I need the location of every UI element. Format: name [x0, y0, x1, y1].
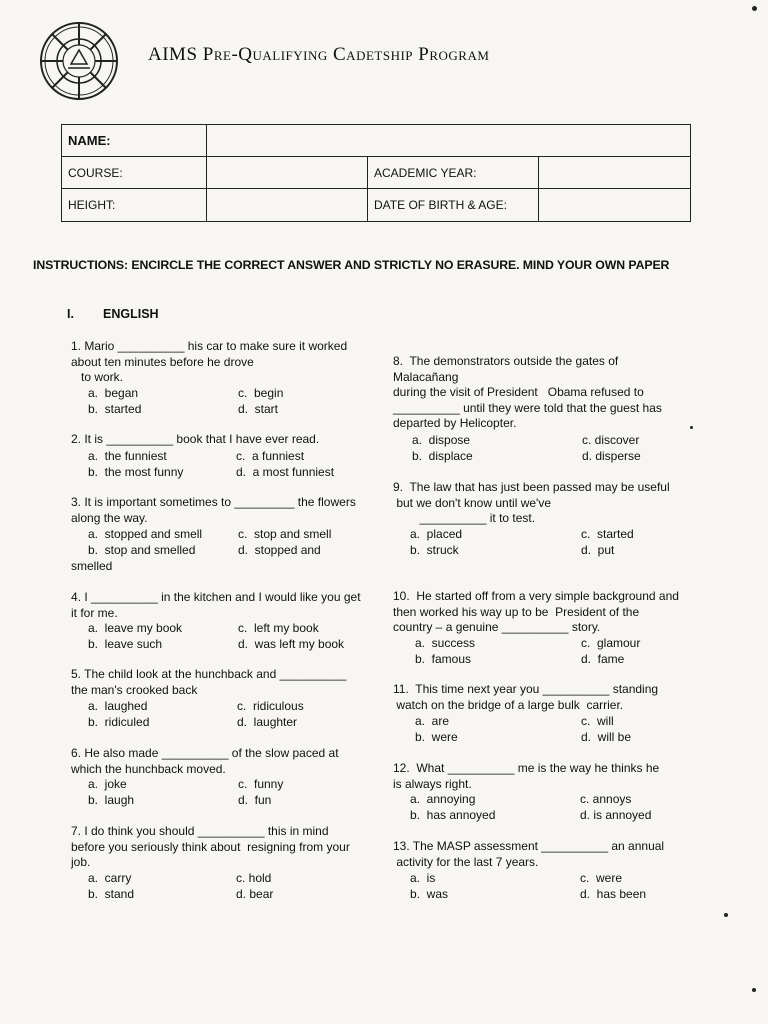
student-info-form: [61, 124, 691, 222]
question-8-option-c[interactable]: c. discover: [582, 433, 640, 447]
question-6-option-d[interactable]: d. fun: [238, 793, 272, 807]
scan-speck: [724, 913, 728, 917]
question-8-option-a[interactable]: a. dispose: [412, 433, 471, 447]
question-10-option-a[interactable]: a. success: [415, 636, 476, 650]
question-2-option-b[interactable]: b. the most funny: [88, 465, 184, 479]
question-line: watch on the bridge of a large bulk carrier.: [393, 697, 624, 712]
name-field[interactable]: [207, 125, 691, 157]
question-13-stem: [393, 839, 693, 870]
question-line: job.: [71, 855, 91, 870]
question-line: it for me.: [71, 605, 118, 620]
question-6-option-a[interactable]: a. joke: [88, 777, 127, 791]
question-7-stem: [71, 824, 371, 871]
question-12-option-b[interactable]: b. has annoyed: [410, 808, 496, 822]
question-line: 13. The MASP assessment __________ an annual: [393, 839, 665, 853]
question-3-option-b[interactable]: b. stop and smelled: [88, 543, 196, 557]
question-7-option-a[interactable]: a. carry: [88, 871, 132, 885]
question-2-option-a[interactable]: a. the funniest: [88, 449, 167, 463]
question-8-option-d[interactable]: d. disperse: [582, 449, 641, 463]
question-line: 11. This time next year you __________ standing: [393, 682, 659, 696]
question-11-option-b[interactable]: b. were: [415, 730, 458, 744]
scan-speck: [752, 6, 757, 11]
question-line: __________ until they were told that the guest has: [393, 400, 662, 415]
scan-speck: [690, 426, 693, 429]
question-9-option-b[interactable]: b. struck: [410, 543, 459, 557]
question-4-option-a[interactable]: a. leave my book: [88, 621, 183, 635]
question-7-option-b[interactable]: b. stand: [88, 887, 135, 901]
question-line: 3. It is important sometimes to _________ the flowers: [71, 495, 356, 509]
question-line: 6. He also made __________ of the slow paced at: [71, 746, 339, 760]
question-line: 8. The demonstrators outside the gates of: [393, 354, 619, 368]
question-line: 12. What __________ me is the way he thinks he: [393, 761, 660, 775]
question-13-option-c[interactable]: c. were: [580, 871, 623, 885]
section-number: I.: [67, 307, 74, 321]
question-11-option-d[interactable]: d. will be: [581, 730, 632, 744]
question-5-option-c[interactable]: c. ridiculous: [237, 699, 304, 713]
question-line: during the visit of President Obama refused to: [393, 385, 644, 400]
academic-year-field[interactable]: [539, 157, 691, 189]
question-1-stem: [71, 339, 371, 386]
question-9-option-a[interactable]: a. placed: [410, 527, 463, 541]
academic-year-label: ACADEMIC YEAR:: [368, 157, 539, 189]
question-4-option-d[interactable]: d. was left my book: [238, 637, 345, 651]
question-4-option-b[interactable]: b. leave such: [88, 637, 163, 651]
question-6-option-c[interactable]: c. funny: [238, 777, 284, 791]
question-13-option-a[interactable]: a. is: [410, 871, 436, 885]
question-10-option-d[interactable]: d. fame: [581, 652, 625, 666]
question-6-option-b[interactable]: b. laugh: [88, 793, 135, 807]
question-line: activity for the last 7 years.: [393, 854, 539, 869]
question-line: about ten minutes before he drove: [71, 354, 254, 369]
question-9-option-d[interactable]: d. put: [581, 543, 615, 557]
dob-age-field[interactable]: [539, 189, 691, 222]
question-3-option-a[interactable]: a. stopped and smell: [88, 527, 203, 541]
question-7-option-d[interactable]: d. bear: [236, 887, 274, 901]
question-line: to work.: [71, 370, 124, 385]
question-4-option-c[interactable]: c. left my book: [238, 621, 319, 635]
question-line: which the hunchback moved.: [71, 761, 226, 776]
question-12-option-c[interactable]: c. annoys: [580, 792, 632, 806]
section-heading: [67, 307, 159, 321]
question-line: before you seriously think about resigning from your: [71, 839, 350, 854]
question-13-option-d[interactable]: d. has been: [580, 887, 647, 901]
instructions: INSTRUCTIONS: ENCIRCLE THE CORRECT ANSWER AND STRICTLY NO ERASURE. MIND YOUR OWN PAPER: [33, 258, 670, 272]
question-3-option-continuation: smelled: [71, 559, 113, 573]
document-title: AIMS Pre-Qualifying Cadetship Program: [148, 44, 490, 65]
section-title: ENGLISH: [103, 307, 159, 321]
scan-speck: [752, 988, 756, 992]
question-10-option-b[interactable]: b. famous: [415, 652, 472, 666]
question-line: 1. Mario __________ his car to make sure it worked: [71, 339, 348, 353]
question-5-option-a[interactable]: a. laughed: [88, 699, 148, 713]
question-line: 7. I do think you should __________ this in mind: [71, 824, 329, 838]
question-5-option-d[interactable]: d. laughter: [237, 715, 298, 729]
question-12-stem: [393, 761, 693, 792]
question-5-stem: [71, 667, 371, 698]
question-line: __________ it to test.: [393, 511, 536, 526]
question-2-option-d[interactable]: d. a most funniest: [236, 465, 335, 479]
course-field[interactable]: [207, 157, 368, 189]
question-8-stem: [393, 354, 693, 432]
question-line: then worked his way up to be President of the: [393, 604, 640, 619]
question-line: 2. It is __________ book that I have ever read.: [71, 432, 320, 446]
question-line: departed by Helicopter.: [393, 416, 517, 431]
question-line: 5. The child look at the hunchback and __________: [71, 667, 347, 681]
question-8-option-b[interactable]: b. displace: [412, 449, 473, 463]
question-11-option-a[interactable]: a. are: [415, 714, 450, 728]
question-3-stem: [71, 495, 371, 526]
question-3-option-c[interactable]: c. stop and smell: [238, 527, 332, 541]
question-13-option-b[interactable]: b. was: [410, 887, 449, 901]
question-5-option-b[interactable]: b. ridiculed: [88, 715, 150, 729]
height-label: HEIGHT:: [62, 189, 207, 222]
question-line: Malacañang: [393, 369, 459, 384]
dob-age-label: DATE OF BIRTH & AGE:: [368, 189, 539, 222]
question-2-option-c[interactable]: c. a funniest: [236, 449, 305, 463]
question-line: along the way.: [71, 510, 148, 525]
question-line: 10. He started off from a very simple background and: [393, 589, 679, 603]
question-11-stem: [393, 682, 693, 713]
question-line: is always right.: [393, 776, 472, 791]
question-line: 4. I __________ in the kitchen and I would like you get: [71, 590, 361, 604]
question-line: country – a genuine __________ story.: [393, 620, 601, 635]
question-1-option-b[interactable]: b. started: [88, 402, 142, 416]
question-1-option-a[interactable]: a. began: [88, 386, 139, 400]
question-1-option-c[interactable]: c. begin: [238, 386, 284, 400]
question-line: 9. The law that has just been passed may be useful: [393, 480, 670, 494]
course-label: COURSE:: [62, 157, 207, 189]
question-9-option-c[interactable]: c. started: [581, 527, 634, 541]
question-2-stem: [71, 432, 371, 448]
name-label: NAME:: [62, 125, 207, 157]
question-3-option-d[interactable]: d. stopped and: [238, 543, 321, 557]
height-field[interactable]: [207, 189, 368, 222]
question-11-option-c[interactable]: c. will: [581, 714, 614, 728]
question-10-option-c[interactable]: c. glamour: [581, 636, 641, 650]
question-10-stem: [393, 589, 693, 636]
question-6-stem: [71, 746, 371, 777]
question-12-option-a[interactable]: a. annoying: [410, 792, 476, 806]
school-seal-icon: [38, 20, 120, 102]
question-4-stem: [71, 590, 371, 621]
question-line: but we don't know until we've: [393, 495, 552, 510]
question-7-option-c[interactable]: c. hold: [236, 871, 272, 885]
question-1-option-d[interactable]: d. start: [238, 402, 279, 416]
question-line: the man's crooked back: [71, 682, 198, 697]
question-12-option-d[interactable]: d. is annoyed: [580, 808, 652, 822]
question-9-stem: [393, 480, 693, 527]
